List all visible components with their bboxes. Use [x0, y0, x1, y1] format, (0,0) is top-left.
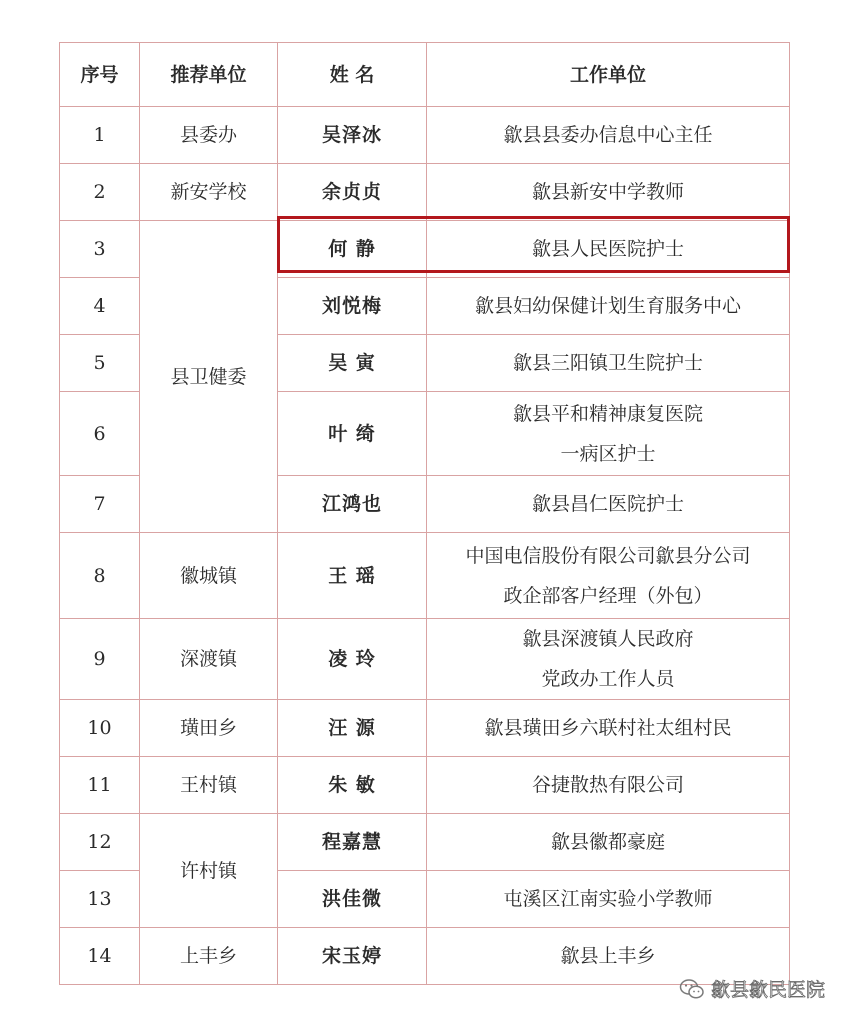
work-line: 歙县昌仁医院护士 [531, 493, 684, 515]
work-unit [427, 619, 790, 700]
wechat-icon [679, 977, 705, 1001]
work-line: 谷捷散热有限公司 [531, 774, 684, 796]
work-line: 歙县徽都豪庭 [550, 831, 665, 853]
watermark [679, 975, 825, 1002]
person-name: 吴泽冰 [278, 107, 427, 164]
recommending-unit: 上丰乡 [140, 928, 278, 985]
work-unit [427, 278, 790, 335]
recommending-unit: 新安学校 [140, 164, 278, 221]
recommending-unit: 县卫健委 [140, 221, 278, 533]
recommending-unit: 徽城镇 [140, 533, 278, 619]
work-line: 党政办工作人员 [541, 668, 675, 690]
work-unit [427, 164, 790, 221]
row-number: 14 [60, 928, 140, 985]
row-number: 12 [60, 814, 140, 871]
row-number: 7 [60, 476, 140, 533]
work-unit [427, 533, 790, 619]
work-line: 屯溪区江南实验小学教师 [503, 888, 713, 910]
row-number: 9 [60, 619, 140, 700]
row-number: 4 [60, 278, 140, 335]
work-line: 歙县县委办信息中心主任 [503, 124, 713, 146]
work-line: 歙县三阳镇卫生院护士 [512, 352, 703, 374]
work-unit [427, 757, 790, 814]
work-line: 一病区护士 [560, 442, 656, 465]
person-name: 余贞贞 [278, 164, 427, 221]
person-name: 汪 源 [278, 700, 427, 757]
row-number: 11 [60, 757, 140, 814]
recommending-unit: 县委办 [140, 107, 278, 164]
row-number: 2 [60, 164, 140, 221]
person-name: 宋玉婷 [278, 928, 427, 985]
person-name: 吴 寅 [278, 335, 427, 392]
table-row [60, 700, 790, 757]
person-name: 何 静 [278, 221, 427, 278]
work-line: 歙县人民医院护士 [531, 238, 684, 260]
recommending-unit: 许村镇 [140, 814, 278, 928]
work-line: 歙县平和精神康复医院 [512, 402, 703, 425]
work-line: 政企部客户经理（外包） [503, 584, 713, 607]
row-number: 3 [60, 221, 140, 278]
work-unit [427, 476, 790, 533]
work-line: 歙县璜田乡六联村社太组村民 [484, 717, 732, 739]
work-unit [427, 107, 790, 164]
person-name: 凌 玲 [278, 619, 427, 700]
table-row [60, 757, 790, 814]
person-name: 江鸿也 [278, 476, 427, 533]
table-row [60, 533, 790, 619]
person-name: 洪佳微 [278, 871, 427, 928]
recommending-unit: 王村镇 [140, 757, 278, 814]
row-number: 13 [60, 871, 140, 928]
work-line: 中国电信股份有限公司歙县分公司 [465, 544, 751, 567]
work-unit [427, 700, 790, 757]
header-row [60, 43, 790, 107]
work-unit [427, 871, 790, 928]
watermark-text: 歙县歙民医院 [710, 979, 825, 1001]
header-name: 姓 名 [278, 43, 427, 107]
row-number: 6 [60, 392, 140, 476]
row-number: 8 [60, 533, 140, 619]
table-row [60, 619, 790, 700]
work-unit [427, 221, 790, 278]
work-line: 歙县深渡镇人民政府 [522, 628, 694, 650]
work-unit [427, 814, 790, 871]
table-row [60, 164, 790, 221]
header-unit: 推荐单位 [140, 43, 278, 107]
work-unit [427, 335, 790, 392]
table-row [60, 814, 790, 871]
person-name: 叶 绮 [278, 392, 427, 476]
recommending-unit: 深渡镇 [140, 619, 278, 700]
row-number: 10 [60, 700, 140, 757]
table-row [60, 221, 790, 278]
header-index: 序号 [60, 43, 140, 107]
work-line: 歙县上丰乡 [560, 945, 656, 967]
person-name: 刘悦梅 [278, 278, 427, 335]
work-line: 歙县新安中学教师 [531, 181, 684, 203]
person-name: 程嘉慧 [278, 814, 427, 871]
row-number: 1 [60, 107, 140, 164]
work-unit [427, 392, 790, 476]
row-number: 5 [60, 335, 140, 392]
header-work: 工作单位 [427, 43, 790, 107]
person-name: 王 瑶 [278, 533, 427, 619]
work-line: 歙县妇幼保健计划生育服务中心 [474, 295, 741, 317]
roster-table [59, 42, 790, 985]
recommending-unit: 璜田乡 [140, 700, 278, 757]
person-name: 朱 敏 [278, 757, 427, 814]
table-row [60, 107, 790, 164]
